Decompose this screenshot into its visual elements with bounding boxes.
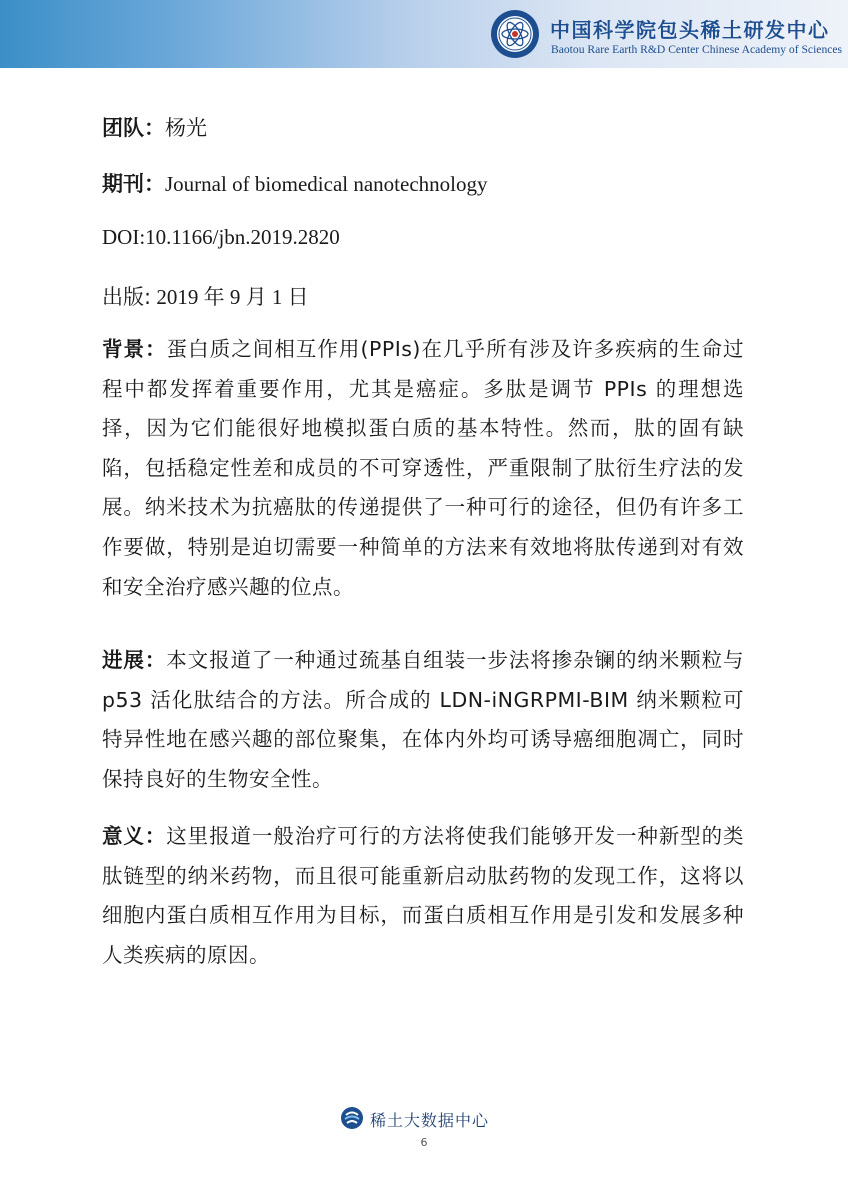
team-line xyxy=(102,112,207,142)
progress-label: 进展： xyxy=(102,648,167,672)
header-title-en: Baotou Rare Earth R&D Center Chinese Academy of Sciences xyxy=(551,43,843,56)
cas-emblem-icon xyxy=(490,9,540,59)
rare-earth-data-logo-icon xyxy=(340,1106,364,1130)
published-line xyxy=(102,281,309,311)
page-header xyxy=(0,0,848,68)
page-number: 6 xyxy=(420,1136,428,1149)
journal-line xyxy=(102,168,488,198)
published-label: 出版: xyxy=(102,285,152,309)
footer-brand: 稀土大数据中心 xyxy=(370,1111,490,1130)
doi-line: DOI:10.1166/jbn.2019.2820 xyxy=(102,225,340,249)
header-title-cn: 中国科学院包头稀土研发中心 xyxy=(550,18,830,42)
progress-paragraph xyxy=(102,641,744,799)
significance-paragraph xyxy=(102,817,744,975)
background-paragraph xyxy=(102,330,744,607)
journal-value: Journal of biomedical nanotechnology xyxy=(165,172,488,196)
team-label: 团队： xyxy=(102,116,165,140)
significance-label: 意义： xyxy=(102,824,167,848)
journal-label: 期刊： xyxy=(102,172,165,196)
background-label: 背景： xyxy=(102,337,167,361)
team-value: 杨光 xyxy=(165,116,207,140)
significance-text: 这里报道一般治疗可行的方法将使我们能够开发一种新型的类肽链型的纳米药物，而且很可能重新启动肽药物的发现工作，这将以细胞内蛋白质相互作用为目标，而蛋白质相互作用是引发和发展多种人类疾病的原因。 xyxy=(102,824,745,967)
background-text: 蛋白质之间相互作用(PPIs)在几乎所有涉及许多疾病的生命过程中都发挥着重要作用，尤其是癌症。多肽是调节 PPIs 的理想选择，因为它们能很好地模拟蛋白质的基本特性。然而，肽的固有缺陷，包括稳定性差和成员的不可穿透性，严重限制了肽衍生疗法的发展。纳米技术为抗癌肽的传递提供了一种可行的途径，但仍有许多工作要做，特别是迫切需要一种简单的方法来有效地将肽传递到对有效和安全治疗感兴趣的位点。 xyxy=(102,337,745,599)
progress-text: 本文报道了一种通过巯基自组装一步法将掺杂镧的纳米颗粒与 p53 活化肽结合的方法。所合成的 LDN-iNGRPMI-BIM 纳米颗粒可特异性地在感兴趣的部位聚集，在体内外均可诱导癌细胞凋亡，同时保持良好的生物安全性。 xyxy=(102,648,745,791)
published-value: 2019 年 9 月 1 日 xyxy=(156,285,309,309)
